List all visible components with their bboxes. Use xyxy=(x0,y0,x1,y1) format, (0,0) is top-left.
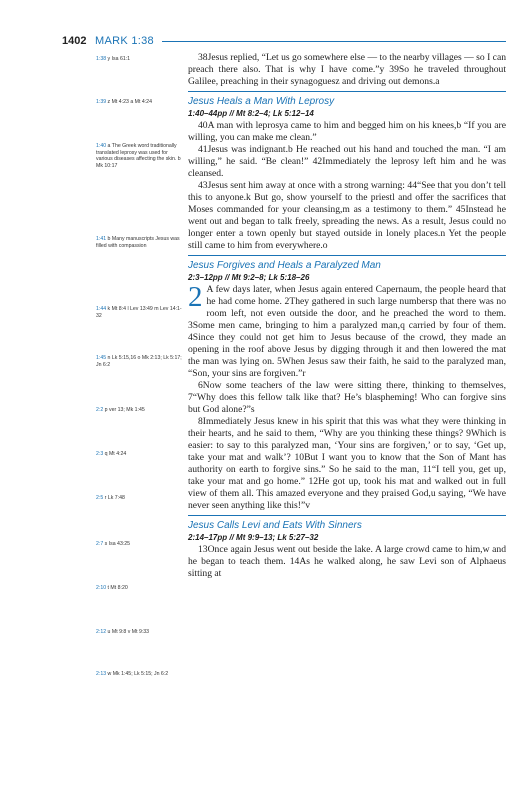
running-head: MARK 1:38 xyxy=(95,35,154,47)
parallel-references: 2:14–17pp // Mt 9:9–13; Lk 5:27–32 xyxy=(188,533,319,542)
margin-note: 2:7 s Isa 43:25 xyxy=(96,541,131,547)
margin-note: 2:10 t Mt 8:20 xyxy=(96,585,128,591)
margin-note: 2:13 w Mk 1:45; Lk 5:15; Jn 6:2 xyxy=(96,671,169,677)
section-heading: Jesus Heals a Man With Leprosy xyxy=(188,91,506,108)
main-text xyxy=(188,52,506,580)
paragraph: 40A man with leprosya came to him and begged him on his knees,b “If you are willing, you can make me clean.” xyxy=(188,120,506,143)
margin-note: 1:38 y Isa 61:1 xyxy=(96,56,131,62)
margin-note: 1:40 a The Greek word traditionally translated leprosy was used for various diseases affecting the skin. b Mk 10:17 xyxy=(96,143,181,169)
parallel-references: 1:40–44pp // Mt 8:2–4; Lk 5:12–14 xyxy=(188,109,314,118)
margin-note: 2:3 q Mt 4:24 xyxy=(96,451,127,457)
margin-note: 2:2 p ver 13; Mk 1:45 xyxy=(96,407,145,413)
paragraph: 6Now some teachers of the law were sitting there, thinking to themselves, 7“Why does this fellow talk like that? He’s blaspheming! Who can forgive sins but God alone?”s xyxy=(188,380,506,415)
header-rule xyxy=(162,41,506,42)
margin-note: 1:39 z Mt 4:23 a Mt 4:24 xyxy=(96,99,152,105)
paragraph: 8Immediately Jesus knew in his spirit that this was what they were thinking in their hearts, and he said to them, “Why are you thinking these things? 9Which is easier: to say to this paralyzed man, ‘Your sins are forgiven,’ or to say, ‘Get up, take your mat and walk’? 10But I want you to know that the Son of Mant has authority on earth to forgive sins.” So he said to the man, 11“I tell you, get up, take your mat and go home.” 12He got up, took his mat and walked out in full view of them all. This amazed everyone and they praised God,u saying, “We have never seen anything like this!”v xyxy=(188,416,506,511)
margin-note: 1:41 b Many manuscripts Jesus was filled with compassion xyxy=(96,236,180,249)
parallel-references: 2:3–12pp // Mt 9:2–8; Lk 5:18–26 xyxy=(188,273,310,282)
section-heading: Jesus Calls Levi and Eats With Sinners xyxy=(188,515,506,532)
section-heading: Jesus Forgives and Heals a Paralyzed Man xyxy=(188,255,506,272)
paragraph: 38Jesus replied, “Let us go somewhere else — to the nearby villages — so I can preach there also. That is why I have come.”y 39So he traveled throughout Galilee, preaching in their synagoguesz and driving out demons.a xyxy=(188,52,506,87)
page-header xyxy=(62,35,506,49)
paragraph: 41Jesus was indignant.b He reached out his hand and touched the man. “I am willing,” he said. “Be clean!” 42Immediately the leprosy left him and he was cleansed. xyxy=(188,144,506,179)
margin-note: 2:5 r Lk 7:48 xyxy=(96,495,125,501)
margin-note: 1:45 n Lk 5:15,16 o Mk 2:13; Lk 5:17; Jn 6:2 xyxy=(96,355,182,368)
paragraph: 43Jesus sent him away at once with a strong warning: 44“See that you don’t tell this to anyone.k But go, show yourself to the priestl and offer the sacrifices that Moses commanded for your cleansing,m as a testimony to them.” 45Instead he went out and began to talk freely, spreading the news. As a result, Jesus could no longer enter a town openly but stayed outside in lonely places.n Yet the people still came to him from everywhere.o xyxy=(188,180,506,251)
chapter-number: 2 xyxy=(188,281,203,313)
page-number: 1402 xyxy=(62,35,87,47)
margin-note: 2:12 u Mt 9:8 v Mt 9:33 xyxy=(96,629,150,635)
margin-note: 1:44 k Mt 8:4 l Lev 13:49 m Lev 14:1-32 xyxy=(96,306,182,319)
paragraph: 13Once again Jesus went out beside the lake. A large crowd came to him,w and he began to teach them. 14As he walked along, he saw Levi son of Alphaeus sitting at xyxy=(188,544,506,579)
chapter-paragraph: 2 A few days later, when Jesus again entered Capernaum, the people heard that he had come home. 2They gathered in such large numbersp that there was no room left, not even outside the door, and he preached the word to them. 3Some men came, bringing to him a paralyzed man,q carried by four of them. 4Since they could not get him to Jesus because of the crowd, they made an opening in the roof above Jesus by digging through it and then lowered the mat the man was lying on. 5When Jesus saw their faith, he said to the paralyzed man, “Son, your sins are forgiven.”r xyxy=(188,281,506,379)
